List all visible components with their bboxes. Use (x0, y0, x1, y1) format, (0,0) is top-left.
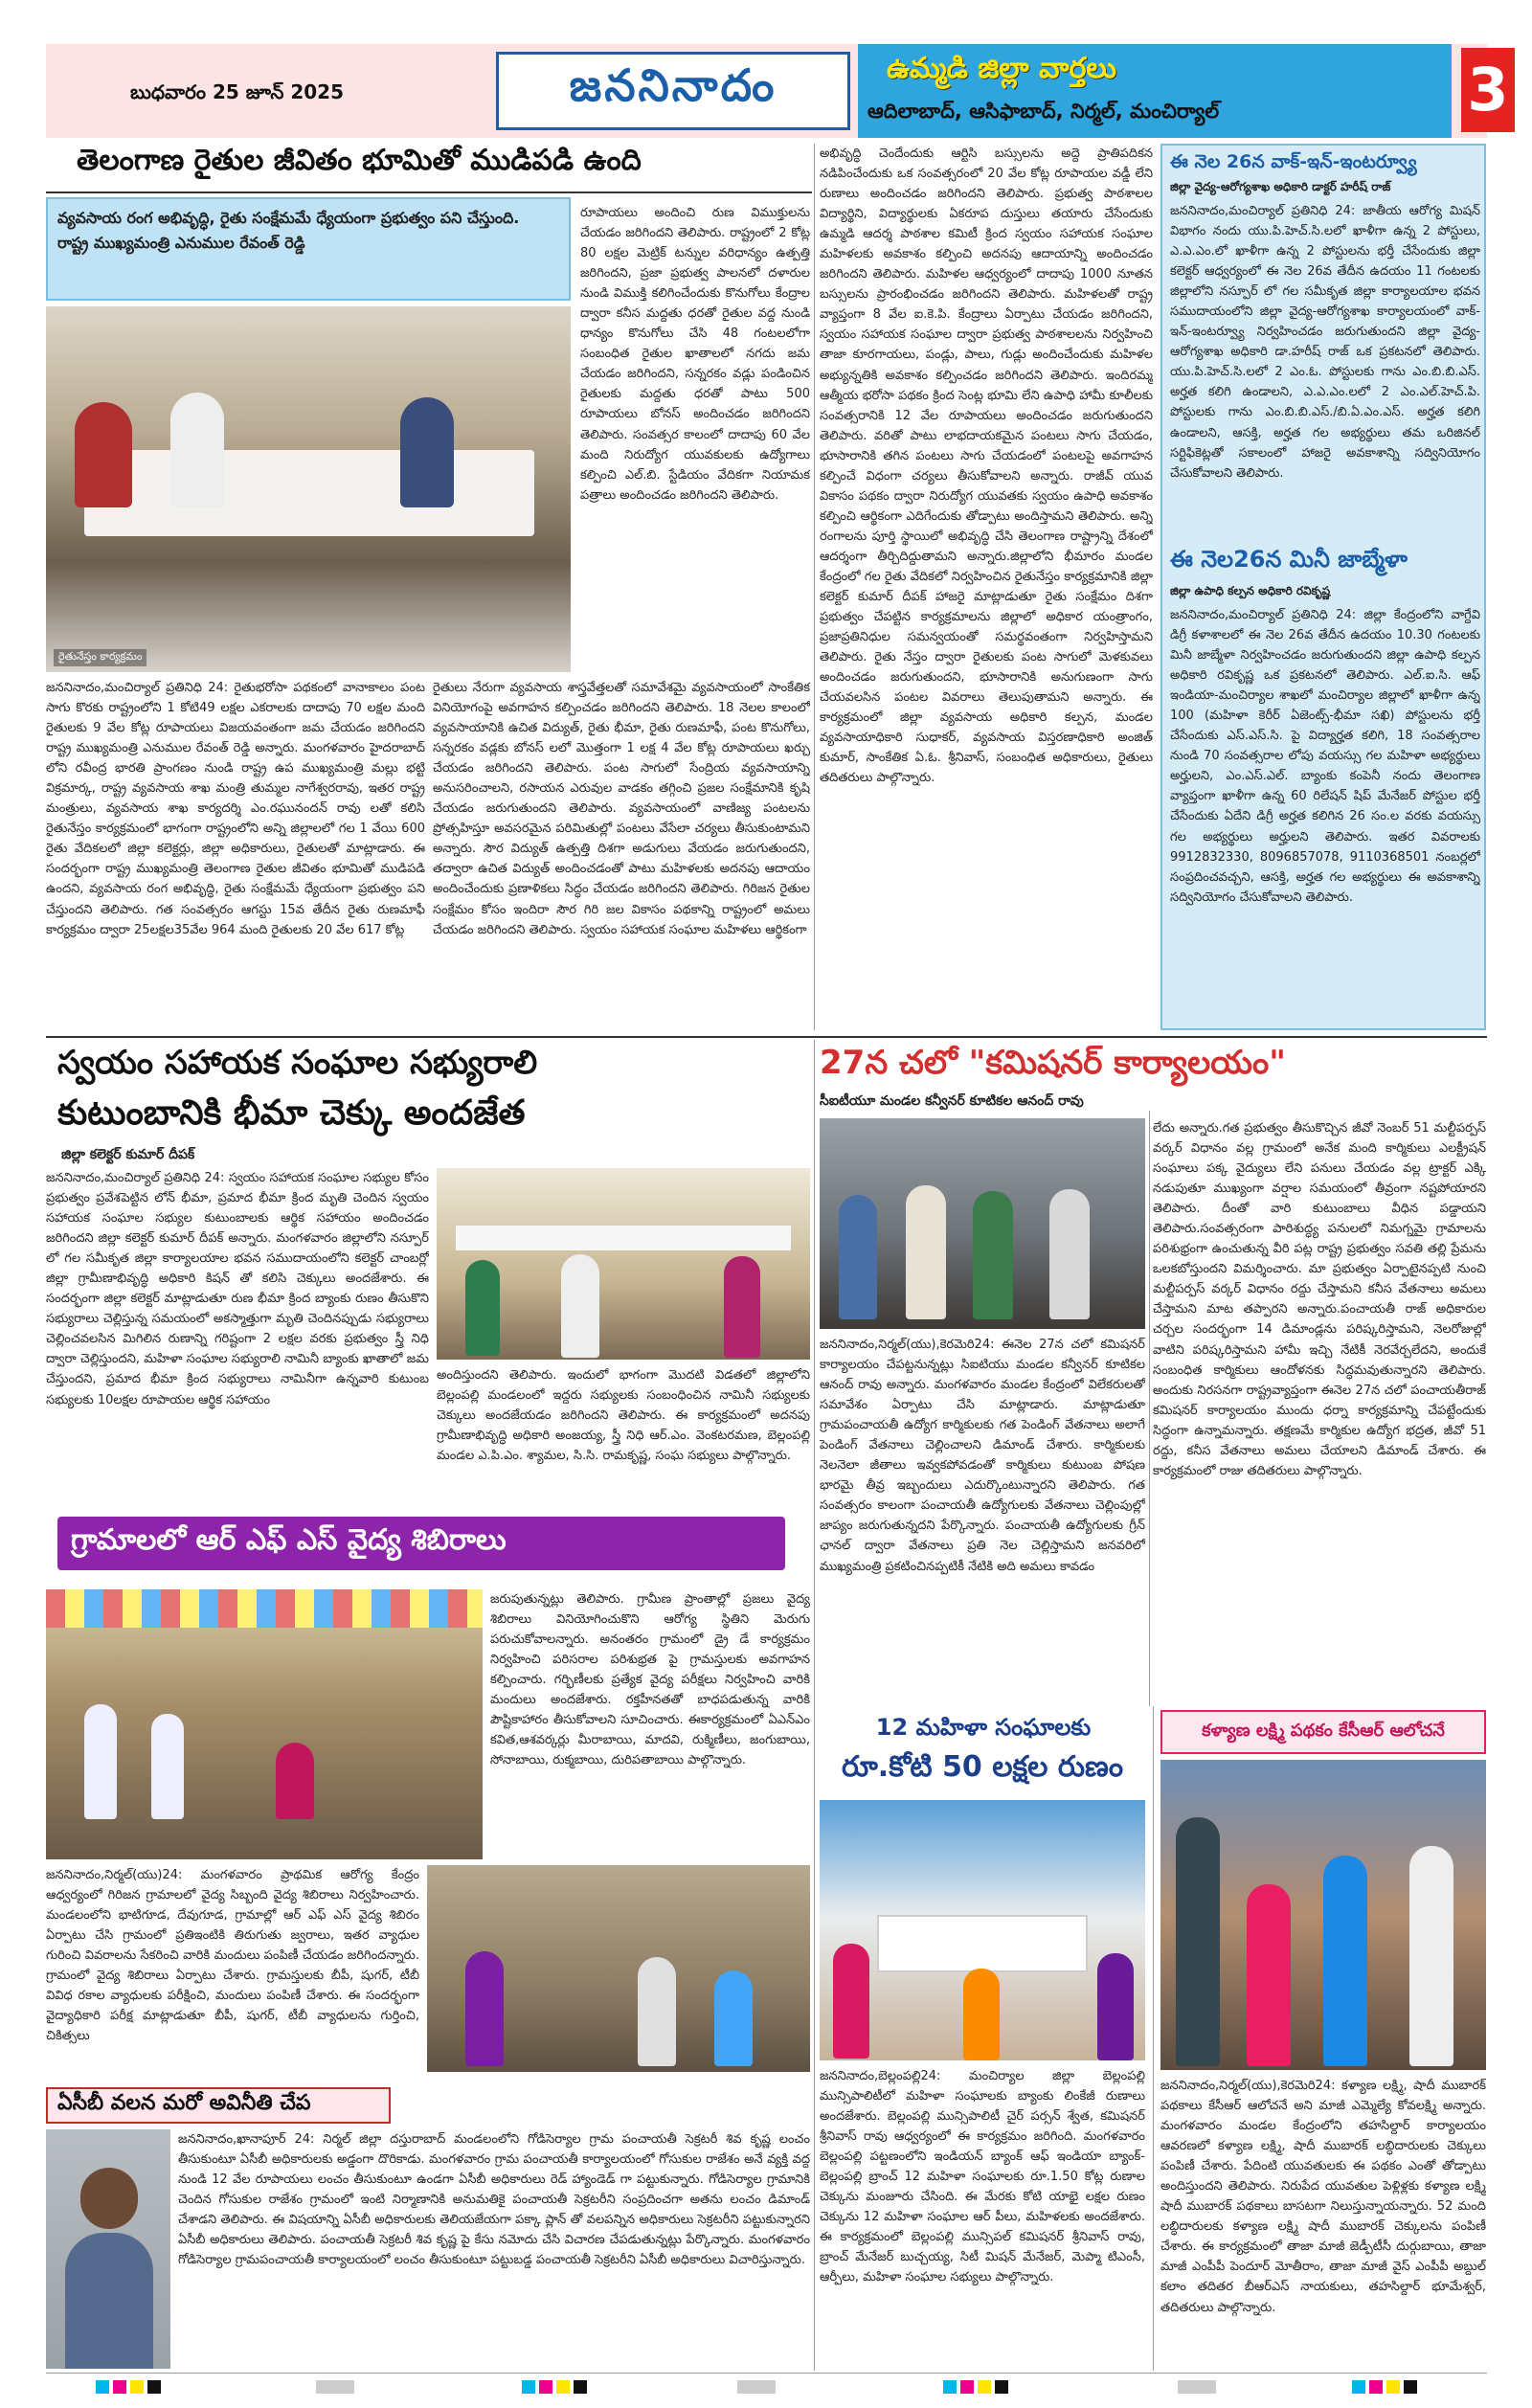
registration-marks-4 (1352, 2380, 1417, 2394)
story1-col-right-of-photo: రూపాయలు అందించి రుణ విముక్తులను చేయడం జరిగిందని తెలిపారు. రాష్ట్రంలో 2 కోట్ల 80 లక్షల మెట్రిక్ టన్నుల వరిధాన్యం ఉత్పత్తి జరిగిందని, ప్రజా ప్రభుత్వ పాలనలో దళారుల నుండి విముక్తి కలిగించేందుకు కొనుగోలు కేంద్రాల ద్వారా కనీస మద్దతు ధరతో రైతుల వద్ద నుండి ధాన్యం కొనుగోలు చేసి 48 గంటలలోగా సంబంధిత రైతుల ఖాతాలలో నగదు జమ చేయడం జరిగిందని, సన్నరకం వడ్లు పండించిన రైతులకు మద్దతు ధరతో పాటు 500 రూపాయలు బోనస్ అందించడం జరిగిందని తెలిపారు. సంవత్సర కాలంలో దాదాపు 60 వేల మంది నిరుద్యోగ యువకులకు ఉద్యోగాలు కల్పించి ఎల్.బి. స్టేడియం వేదికగా నియామక పత్రాలు అందించడం జరిగిందని తెలిపారు. (580, 206, 810, 503)
story2-body-left: జననినాదం,మంచిర్యాల్ ప్రతినిధి 24: స్వయం సహాయక సంఘాల సభ్యుల కోసం ప్రభుత్వం ప్రవేశపెట్టిన లోన్ భీమా, ప్రమాద భీమా క్రింద మృతి చెందిన స్వయం సహాయక సంఘాల సభ్యుల కుటుంబాలకు ఆర్థిక సహాయం అందించడం జరిగిందని జిల్లా కలెక్టర్ కుమార్ దీపక్ అన్నారు. మంగళవారం జిల్లాలోని నస్పూర్ లో గల సమీకృత జిల్లా కార్యాలయాల భవన సముదాయంలోని కలెక్టర్ చాంబర్లో జిల్లా గ్రామీణాభివృద్ధి అధికారి కిషన్ తో కలిసి చెక్కులు అందజేశారు. ఈ సందర్భంగా జిల్లా కలెక్టర్ మాట్లాడుతూ రుణ భీమా క్రింద బ్యాంకు రుణం తీసుకొని సభ్యురాలు చెల్లిస్తున్న సమయంలో అకస్మాత్తుగా మృతి చెందినప్పుడు సభ్యురాలు చెల్లించవలసిన మిగిలిన రుణాన్ని గరిష్టంగా 2 లక్షల వరకు ప్రభుత్వం స్త్రీ నిధి ద్వారా చెల్లిస్తుందని, మహిళా సంఘాల సభ్యురాలి నామినీ బ్యాంకు ఖాతాలో జమ చేస్తుందని, ప్రమాద భీమా క్రింద సభ్యురాలు నామినీగా ఉన్నవారి కుటుంబ సభ్యులకు 10లక్షల రూపాయల ఆర్థిక సహాయం (46, 1171, 429, 1407)
sidebar-box (1160, 144, 1486, 1030)
page-number: 3 (1461, 48, 1515, 132)
story5-photo (46, 2129, 170, 2369)
story4-body-top-right: జరుపుతున్నట్లు తెలిపారు. గ్రామీణ ప్రాంతాల్లో ప్రజలు వైద్య శిబిరాలు వినియోగించుకొని ఆరోగ్య స్థితిని మెరుగు పరుచుకోవాలన్నారు. అనంతరం గ్రామంలో డ్రై డే కార్యక్రమం నిర్వహించి పరిసరాల పరిశుభ్రత పై గ్రామస్తులకు అవగాహన కల్పించారు. గర్భిణీలకు ప్రత్యేక వైద్య పరీక్షలు నిర్వహించి వారికి మందులు అందజేశారు. రక్తహీనతతో బాధపడుతున్న వారికి పౌష్టికాహారం తీసుకోవాలని సూచించారు. ఈకార్యక్రమంలో ఏఎన్ఎం కవిత,ఆశవర్కర్లు మీరాబాయి, మాదవి, రుక్మిణీలు, జంగుబాయి, సోనాబాయి, రుక్మబాయి, దురిపతాబాయి పాల్గొన్నారు. (490, 1592, 810, 1768)
registration-marks-2 (522, 2380, 587, 2394)
districts-line: ఆదిలాబాద్, ఆసిఫాబాద్, నిర్మల్, మంచిర్యాల్ (867, 100, 1220, 123)
story3-body-right: లేదు అన్నారు.గత ప్రభుత్వం తీసుకొచ్చిన జీవో నెంబర్ 51 మల్టీపర్పస్ వర్కర్ విధానం వల్ల గ్రామంలో అనేక మంది కార్మికులు ఎలక్ట్రీషన్ సంఘాలు పక్క వైద్యులు లేని పనులు చేయడం వల్ల ట్రాక్టర్ ఎక్కి నడుపుతూ ముఖ్యంగా వర్షాల సమయంలో తీవ్రంగా నష్టపోయారని తెలిపారు. దీంతో వారి కుటుంబాలు వీధిన పడ్డాయని తెలిపారు.సంవత్సరంగా పారిశుద్ధ్య పనులలో నిమగ్నమై గ్రామాలను పరిశుభ్రంగా ఉంచుతున్న వీరి పట్ల రాష్ట్ర ప్రభుత్వం సవతి తల్లి ప్రేమను ఒలకబోస్తుందని విమర్శించారు. మా ప్రభుత్వం ఏర్పాటైనప్పటి నుంచి మల్టీపర్పస్ వర్కర్ విధానం రద్దు చేస్తామని కనీస వేతనాలు అమలు చేస్తామని మాట తప్పారని అన్నారు.పంచాయతీ రాజ్ అధికారుల చర్చల సందర్భంగా 14 డిమాండ్లను పరిష్కరిస్తామని, నెలరోజుల్లో వాటిని పరిష్కరిస్తామని హామీ ఇచ్చి నేటికీ నెరవేర్చలేదని, అందుకే సంబంధిత కార్మికులు ఆందోళనకు సిద్ధమవుతున్నారని తెలిపారు. అందుకు నిరసనగా రాష్ట్రవ్యాప్తంగా ఈనెల 27న చలో పంచాయతీరాజ్ కమిషనర్ కార్యాలయం ముందు ధర్నా కార్యక్రమాన్ని చేపట్టేందుకు సిద్ధంగా ఉన్నామన్నారు. తక్షణమే కార్మికుల ఉద్యోగ భద్రత, జీవో 51 రద్దు, కనీస వేతనాలు అమలు చేయాలని డిమాండ్ చేశారు. ఈ కార్యక్రమంలో రాజు తదితరులు పాల్గొన్నారు. (1153, 1121, 1486, 1478)
story1-headline: తెలంగాణ రైతుల జీవితం భూమితో ముడిపడి ఉంది (77, 144, 642, 177)
story4-headline: గ్రామాలలో ఆర్ ఎఫ్ ఎస్ వైద్య శిబిరాలు (71, 1523, 507, 1557)
story3-byline: సీఐటీయూ మండల కన్వీనర్ కూటికల ఆనంద్ రావు (820, 1093, 1084, 1109)
story7-headline: కళ్యాణ లక్ష్మి పథకం కేసీఆర్ ఆలోచనే (1202, 1720, 1445, 1741)
story6-body: జననినాదం,బెల్లంపల్లి24: మంచిర్యాల జిల్లా బెల్లంపల్లి మున్సిపాలిటీలో మహిళా సంఘాలకు బ్యాంకు లింకేజీ రుణాలు అందజేశారు. బెల్లంపల్లి మున్సిపాలిటీ చైర్ పర్సన్ శ్వేత, కమిషనర్ శ్రీనివాస్ రావు ఆధ్వర్యంలో ఈ కార్యక్రమం జరిగింది. మంగళవారం బెల్లంపల్లి పట్టణంలోని ఇండియన్ బ్యాంక్ ఆఫ్ ఇండియా బ్యాంక్- బెల్లంపల్లి బ్రాంచ్ 12 మహిళా సంఘాలకు రూ.1.50 కోట్ల రుణాల చెక్కును మంజూరు చేసింది. ఈ మేరకు కోటి యాభై లక్షల రుణం చెక్కును 12 మహిళా సంఘాల ఆర్ పీలు, మహిళలకు అందజేశారు. ఈ కార్యక్రమంలో బెల్లంపల్లి మున్సిపల్ కమిషనర్ శ్రీనివాస్ రావు, బ్రాంచ్ మేనేజర్ బుచ్చయ్య, సిటీ మిషన్ మేనేజర్, మెప్మా టిఎంసీ, ఆర్పీలు, మహిళా సంఘాల సభ్యులు పాల్గొన్నారు. (820, 2069, 1145, 2285)
story6-headline1: 12 మహిళా సంఘాలకు (875, 1714, 1092, 1741)
story1-col-mid-bottom: రైతులు నేరుగా వ్యవసాయ శాస్త్రవేత్తలతో సమావేశమై వ్యవసాయంలో సాంకేతిక వినియోగంపై అవగాహన కల్పించడం జరిగిందని తెలిపారు. 18 నెలల కాలంలో వ్యవసాయానికి ఉచిత విద్యుత్, రైతు భీమా, రైతు రుణమాఫీ, పంట కొనుగోలు, సన్నరకం వడ్లకు బోనస్ లలో మొత్తంగా 1 లక్ష 4 వేల కోట్ల రూపాయలు ఖర్చు చేయడం జరిగిందని తెలిపారు. పంట సాగులో సేంద్రియ వ్యవసాయాన్ని అనుసరించాలని, రసాయన ఎరువుల వాడకం తగ్గించి ప్రజల సంక్షేమానికి కృషి చేయడం జరుగుతుందని తెలిపారు. వ్యవసాయంలో వాణిజ్య పంటలను ప్రోత్సహిస్తూ అవసరమైన పరిమితుల్లో పంటలు వేసేలా చర్యలు తీసుకుంటామని అన్నారు. సౌర విద్యుత్ ఉత్పత్తి దిశగా అడుగులు వేయడం జరుగుతుందని, తద్వారా ఉచిత విద్యుత్ అందించడంతో పాటు మహిళలకు అదనపు ఆదాయం అందించేందుకు ప్రణాళికలు సిద్ధం చేయడం జరిగిందని తెలిపారు. గిరిజన రైతుల సంక్షేమం కోసం ఇందిరా సౌర గిరి జల వికాసం పథకాన్ని రాష్ట్రంలో అమలు చేయడం జరిగిందని తెలిపారు. స్వయం సహాయక సంఘాల మహిళలు ఆర్థికంగా (433, 681, 810, 937)
registration-marks-1 (96, 2380, 161, 2394)
sidebar1-byline: జిల్లా వైద్య-ఆరోగ్యశాఖ అధికారి డాక్టర్ హరీష్ రాజ్ (1170, 180, 1391, 193)
story3-body-left: జననినాదం,నిర్మల్(యు),కెరమెరి24: ఈనెల 27న చలో కమిషనర్ కార్యాలయం చేపట్టనున్నట్లు సిఐటియు మండల కన్వీనర్ కూటికల ఆనంద్ రావు అన్నారు. మంగళవారం మండల కేంద్రంలో విలేకరులతో సమావేశం ఏర్పాటు చేసి మాట్లాడారు. మాట్లాడుతూ గ్రామపంచాయతీ ఉద్యోగ కార్మికులకు గత పెండింగ్ వేతనాలు అలాగే పెండింగ్ వేతనాలు చెల్లించాలని డిమాండ్ చేశారు. కార్మికులకు నెలనెలా జీతాలు ఇవ్వకపోవడంతో కార్మికులు కుటుంబ పోషణ భారమై తీవ్ర ఇబ్బందులు ఎదుర్కొంటున్నారని తెలిపారు. గత సంవత్సరం కాలంగా పంచాయతీ ఉద్యోగులకు వేతనాలు చెల్లింపుల్లో జాప్యం జరుగుతున్నదని పేర్కొన్నారు. పంచాయతీ ఉద్యోగులకు గ్రీన్ ఛానల్ ద్వారా వేతనాలు ప్రతి నెల చెల్లిస్తామని జనవరిలో ముఖ్యమంత్రి ప్రకటించినప్పటికీ నేటికి అది అమలు కావడం (820, 1338, 1145, 1574)
story1-quote: వ్యవసాయ రంగ అభివృద్ధి, రైతు సంక్షేమమే ధ్యేయంగా ప్రభుత్వం పని చేస్తుంది. (57, 209, 520, 227)
story4-headline-banner (57, 1517, 785, 1570)
sidebar2-byline: జిల్లా ఉపాధి కల్పన అధికారి రవికృష్ణ (1170, 584, 1331, 597)
sidebar1-headline: ఈ నెల 26న వాక్-ఇన్-ఇంటర్వ్యూ (1170, 151, 1417, 172)
story7-body: జననినాదం,నిర్మల్(యు),కెరమెరి24: కళ్యాణ లక్ష్మి, షాదీ ముబారక్ పథకాలు కేసీఆర్ ఆలోచనే అని మాజీ ఎమ్మెల్యే కోవలక్ష్మి అన్నారు. మంగళవారం మండల కేంద్రంలోని తహసిల్దార్ కార్యాలయం ఆవరణలో కళ్యాణ లక్ష్మి, షాదీ ముబారక్ లబ్ధిదారులకు చెక్కులు పంపిణీ చేశారు. పేదింటి యువతులకు ఈ పథకం ఎంతో తోడ్పాటు అందిస్తుందని తెలిపారు. నిరుపేద యువతుల పెళ్లిళ్లకు కళ్యాణ లక్ష్మి షాదీ ముబారక్ పథకాలు బాసటగా నిలుస్తున్నాయన్నారు. 52 మంది లబ్ధిదారులకు కళ్యాణ లక్ష్మి షాదీ ముబారక్ చెక్కులను పంపిణీ చేశారు. ఈ కార్యక్రమంలో తాజా మాజీ జెడ్పీటీసీ దుర్గుబాయి, తాజా మాజీ ఎంపీపీ పెందూర్ మోతీరాం, తాజా మాజీ వైస్ ఎంపీపీ అబ్దుల్ కలాం తదితర బీఆర్ఎస్ నాయకులు, తహసిల్దార్ భూమేశ్వర్, తదితరులు పాల్గొన్నారు. (1160, 2079, 1486, 2315)
masthead-date: బుధవారం 25 జూన్ 2025 (130, 80, 344, 103)
story1-quote-attribution: రాష్ట్ర ముఖ్యమంత్రి ఎనుముల రేవంత్ రెడ్డి (57, 234, 305, 252)
masthead (46, 44, 1509, 138)
story1-photo (46, 306, 571, 672)
story1-photo-caption: రైతునేస్తం కార్యక్రమం (54, 649, 146, 666)
paper-name-box (496, 52, 850, 130)
registration-bar-2 (737, 2380, 776, 2394)
story6-photo (820, 1800, 1145, 2060)
story2-headline2: కుటుంబానికి భీమా చెక్కు అందజేత (57, 1093, 526, 1133)
story1-col-left-bottom: జననినాదం,మంచిర్యాల్ ప్రతినిధి 24: రైతుభరోసా పథకంలో వానాకాలం పంట సాగు కొరకు రాష్ట్రంలోని 1 కోటి49 లక్షల ఎకరాలకు దాదాపు 70 లక్షల మంది రైతులకు 9 వేల కోట్ల రూపాయలు విజయవంతంగా జమ చేయడం జరిగిందని రాష్ట్ర ముఖ్యమంత్రి ఎనుముల రేవంత్ రెడ్డి అన్నారు. మంగళవారం హైదరాబాద్ లోని రవీంద్ర భారతి ప్రాంగణం నుండి రాష్ట్ర ఉప ముఖ్యమంత్రి మల్లు భట్టి విక్రమార్క, రాష్ట్ర వ్యవసాయ శాఖ మంత్రి తుమ్మల నాగేశ్వరరావు, ఇతర రాష్ట్ర మంత్రులు, వ్యవసాయ శాఖ కార్యదర్శి ఎం.రఘునందన్ రావు లతో కలిసి రైతునేస్తం కార్యక్రమంలో భాగంగా రాష్ట్రంలోని అన్ని జిల్లాలలో గల 1 వేయి 600 రైతు వేదికలలో జిల్లా కలెక్టర్లు, జిల్లా అధికారులు, రైతులతో మాట్లాడారు. ఈ సందర్భంగా రాష్ట్ర ముఖ్యమంత్రి తెలంగాణ రైతుల జీవితం భూమితో ముడిపడి ఉందని, వ్యవసాయ రంగ అభివృద్ధి, రైతు సంక్షేమమే ధ్యేయంగా ప్రభుత్వం పని చేస్తుందని తెలిపారు. గత సంవత్సరం ఆగస్టు 15వ తేదీన రైతు రుణమాఫీ కార్యక్రమం ద్వారా 25లక్షల35వేల 964 మంది రైతులకు 20 వేల 617 కోట్ల (46, 681, 425, 937)
sidebar2-headline: ఈ నెల26న మినీ జాబ్మేళా (1170, 546, 1408, 573)
story7-headline-banner (1160, 1710, 1486, 1754)
story3-headline: 27న చలో "కమిషనర్ కార్యాలయం" (820, 1044, 1286, 1082)
story4-photo1 (46, 1589, 483, 1859)
story4-photo2 (427, 1865, 810, 2072)
story2-photo (437, 1168, 810, 1360)
story1-quote-box (46, 197, 571, 301)
story1-col-right-top: అభివృద్ధి చెందేందుకు ఆర్టిసి బస్సులను అద్దె ప్రాతిపదికన నడిపించేందుకు ఒక సంవత్సరంలో 20 వేల కోట్ల రూపాయల వడ్డీ లేని రుణాలు అందించడం జరిగిందని తెలిపారు. ప్రభుత్వ పాఠశాలల విద్యార్థిని, విద్యార్థులకు ఏకరూప దుస్తులు తయారు చేసేందుకు ఉమ్మడి ఆదర్శ పాఠశాల కమిటీ క్రింద స్వయం సహాయక సంఘాల మహిళలకు అవకాశం కల్పించి అదనపు ఆదాయాన్ని అందించడం జరిగిందని తెలిపారు. మహిళల ఆధ్వర్యంలో దాదాపు 1000 నూతన బస్సులను ప్రారంభించడం జరిగిందని తెలిపారు. మహిళలతో రాష్ట్ర వ్యాప్తంగా 8 వేల ఐ.కె.పి. కేంద్రాలు ఏర్పాటు చేయడం జరిగిందని, స్వయం సహాయక సంఘాల ద్వారా ప్రభుత్వ పాఠశాలలను నిర్వహించి తాజా కూరగాయలు, పండ్లు, పాలు, గుడ్లు అందించేందుకు మహిళల అభ్యున్నతికి అవకాశం కల్పించడం జరిగిందని తెలిపారు. ఇందిరమ్మ ఆత్మీయ భరోసా పథకం క్రింద సెంట్ల భూమి లేని ఉపాధి హామీ కూలీలకు సంవత్సరానికి 12 వేల రూపాయలు అందించడం జరుగుతుందని తెలిపారు. వరితో పాటు లాభదాయకమైన పంటలు సాగు చేయడం, భూసారానికి తగిన పంటలు సాగు చేయడంలో పంటలపై అవగాహన కల్పించే విధంగా చర్యలు తీసుకోవాలని అన్నారు. రాజీవ్ యువ వికాసం పథకం ద్వారా నిరుద్యోగ యువతకు స్వయం ఉపాధి అవకాశం కల్పించి ఆర్థికంగా ఎదిగేందుకు తోడ్పాటు అందిస్తామని తెలిపారు. అన్ని రంగాలను పూర్తి స్థాయిలో అభివృద్ధి చేసి తెలంగాణ రాష్ట్రాన్ని దేశంలో ఆదర్శంగా తీర్చిదిద్దుతామని అన్నారు.జిల్లాలోని భీమారం మండల కేంద్రంలో గల రైతు వేదికలో నిర్వహించిన రైతునేస్తం కార్యక్రమానికి జిల్లా కలెక్టర్ కుమార్ దీపక్ హాజరై మాట్లాడుతూ రైతు సంక్షేమం దిశగా ప్రభుత్వం చేపట్టిన కార్యక్రమాలను జిల్లాలో అధికార యంత్రాంగం, ప్రజాప్రతినిధుల సమన్వయంతో సమర్థవంతంగా నిర్వహిస్తామని తెలిపారు. రైతు నేస్తం ద్వారా రైతులకు పంట సాగులో మెళకువలు అందించడం జరుగుతుందని, భూసారానికి అనుగుణంగా సాగు చేయవలసిన పంటల వివరాలు తెలుపుతామని అన్నారు. ఈ కార్యక్రమంలో జిల్లా వ్యవసాయ అధికారి కల్పన, మండల వ్యవసాయాధికారి సుధాకర్, వ్యవసాయ విస్తరణాధికారి అంజిత్ కుమార్, సాంకేతిక ఏ.ఓ. శ్రీనివాస్, సంబంధిత అధికారులు, రైతులు తదితరులు పాల్గొన్నారు. (820, 146, 1153, 786)
registration-bar-1 (316, 2380, 354, 2394)
story5-body: జననినాదం,ఖానాపూర్ 24: నిర్మల్ జిల్లా దస్తురాబాద్ మండలంలోని గోడిసెర్యాల గ్రామ పంచాయతీ సెక్రటరీ శివ కృష్ణ లంచం తీసుకుంటూ ఏసీబీ అధికారులకు అడ్డంగా దొరికాడు. మంగళవారం గ్రామ పంచాయతీ కార్యాలయంలో గోసుకుల రాజేశం అనే వ్యక్తి వద్ద నుండి 12 వేల రూపాయలు లంచం తీసుకుంటూ ఉండగా ఏసీబీ అధికారులు రెడ్ హ్యాండెడ్ గా పట్టుకున్నారు. గోడిసెర్యాల గ్రామానికి చెందిన గోసుకుల రాజేశం గ్రామంలో ఇంటి నిర్మాణానికి అనుమతికై పంచాయతీ సెక్రటరీని సంప్రదించగా అతను లంచం డిమాండ్ చేశాడని తెలిపారు. ఈ విషయాన్ని ఏసీబీ అధికారులకు తెలియజేయగా పక్కా ప్లాన్ తో వలపన్నిన అధికారులు సెక్రటరీని పట్టుకున్నారని ఏసీబీ అధికారులు తెలిపారు. పంచాయతీ సెక్రటరీ శివ కృష్ణ పై కేసు నమోదు చేసి విచారణ చేపడుతున్నట్లు పేర్కొన్నారు. మంగళవారం గోడిసెర్యాల గ్రామపంచాయతీ కార్యాలయంలో లంచం తీసుకుంటూ పట్టుబడ్డ పంచాయతీ సెక్రటరీని ఏసీబీ అధికారులు విచారిస్తున్నారు. (178, 2132, 810, 2268)
story4-body-bottom-left: జననినాదం,నిర్మల్(యు)24: మంగళవారం ప్రాథమిక ఆరోగ్య కేంద్రం ఆధ్వర్యంలో గిరిజన గ్రామాలలో వైద్య సిబ్బంది వైద్య శిబిరాలు నిర్వహించారు. మండలంలోని భాటిగూడ, దేవుగూడ, గ్రామాల్లో ఆర్ ఎఫ్ ఎస్ వైద్య శిబిరం ఏర్పాటు చేసి గ్రామంలో ప్రతిఇంటికి తిరుగుతు జ్వరాలు, ఇతర వ్యాధుల గురించి వివరాలను సేకరించి వారికి మందులు పంపిణీ చేయడం జరిగిందన్నారు. గ్రామంలో వైద్య శిబిరాలు ఏర్పాటు చేశారు. గ్రామస్తులకు బీపీ, షుగర్, టీబీ వివిధ రకాల వ్యాధులకు పరీక్షించి, మందులు పంపిణీ చేశారు. ఈ సందర్భంగా వైద్యాధికారి పరీక్ష మాట్లాడుతూ బీపీ, షుగర్, టీబీ వ్యాధులను గుర్తించి, చికిత్సలు (46, 1868, 419, 2044)
story3-photo (820, 1118, 1145, 1329)
registration-bar-3 (1178, 2380, 1216, 2394)
story2-headline1: స్వయం సహాయక సంఘాల సభ్యురాలి (57, 1044, 538, 1082)
registration-marks-3 (943, 2380, 1008, 2394)
paper-name: జననినాదం (569, 59, 777, 111)
story2-byline: జిల్లా కలెక్టర్ కుమార్ దీపక్ (61, 1147, 195, 1162)
section-title: ఉమ్మడి జిల్లా వార్తలు (887, 52, 1117, 85)
story7-photo (1160, 1760, 1486, 2070)
story2-body-right: అందిస్తుందని తెలిపారు. ఇందులో భాగంగా మొదటి విడతలో జిల్లాలోని బెల్లంపల్లి మండలంలో ఇద్దరు సభ్యులకు సంబంధించిన నామినీ సభ్యులకు చెక్కులు అందజేయడం జరిగిందని తెలిపారు. ఈ కార్యక్రమంలో అదనపు గ్రామీణాభివృద్ధి అధికారి అంజయ్య, స్త్రీ నిధి ఆర్.ఎం. వెంకటరమణ, బెల్లంపల్లి మండల ఎ.పి.ఎం. శ్యామల, సి.సి. రామకృష్ణ, సంఘ సభ్యులు పాల్గొన్నారు. (437, 1368, 810, 1464)
section-banner (858, 44, 1452, 138)
story6-headline2: రూ.కోటి 50 లక్షల రుణం (841, 1750, 1124, 1784)
sidebar2-body: జననినాదం,మంచిర్యాల్ ప్రతినిధి 24: జిల్లా కేంద్రంలోని వాగ్దేవి డిగ్రీ కళాశాలలో ఈ నెల 26వ తేదీన ఉదయం 10.30 గంటలకు మినీ జాబ్మేళా నిర్వహించడం జరుగుతుందని జిల్లా ఉపాధి కల్పన అధికారి రవికృష్ణ ఒక ప్రకటనలో తెలిపారు. ఎల్.ఐ.సి. ఆఫ్ ఇండియా-మంచిర్యాల శాఖలో మంచిర్యాల జిల్లాలో ఖాళీగా ఉన్న 100 (మహిళా కెరీర్ ఏజెంట్స్-భీమా సఖి) పోస్టులను భర్తీ చేసేందుకు ఎస్.ఎస్.సి. పై విద్యార్హత కలిగి, 18 సంవత్సరాల నుండి 70 సంవత్సరాల లోపు వయస్సు గల మహిళా అభ్యర్థులు అర్హులని, ఎం.ఎస్.ఎల్. బ్యాంకు కంపెనీ నందు తెలంగాణ వ్యాప్తంగా ఖాళీగా ఉన్న 60 రిలేషన్ షిప్ మేనేజర్ పోస్టుల భర్తీ చేసేందుకు ఏదేని డిగ్రీ అర్హత కలిగిన 26 సం.ల వరకు వయస్సు గల అభ్యర్థులు అర్హులని తెలిపారు. ఇతర వివరాలకు 9912832330, 8096857078, 9110368501 నంబర్లలో సంప్రదించవచ్చని, ఆసక్తి, అర్హత గల అభ్యర్థులు ఈ అవకాశాన్ని సద్వినియోగం చేసుకోవాలని తెలిపారు. (1170, 608, 1480, 905)
sidebar1-body: జననినాదం,మంచిర్యాల్ ప్రతినిధి 24: జాతీయ ఆరోగ్య మిషన్ విభాగం నందు యు.పి.హెచ్.సి.లలో ఖాళీగా ఉన్న 2 పోస్టులు, ఎ.ఎ.ఎం.లో ఖాళీగా ఉన్న 2 పోస్టులను భర్తీ చేసేందుకు జిల్లా కలెక్టర్ ఆధ్వర్యంలో ఈ నెల 26వ తేదీన ఉదయం 11 గంటలకు జిల్లాలోని నస్పూర్ లో గల సమీకృత జిల్లా కార్యాలయాల భవన సముదాయంలోని జిల్లా వైద్య-ఆరోగ్యశాఖ కార్యాలయంలో వాక్-ఇన్-ఇంటర్వ్యూ నిర్వహించడం జరుగుతుందని జిల్లా వైద్య-ఆరోగ్యశాఖ అధికారి డా.హరీష్ రాజ్ ఒక ప్రకటనలో తెలిపారు. యు.పి.హెచ్.సి.లలో 2 ఎం.ఓ. పోస్టులకు గాను ఎం.బి.బి.ఎస్. అర్హత కలిగి ఉండాలని, ఎ.ఎ.ఎం.లలో 2 ఎం.ఎల్.హెచ్.పి. పోస్టులకు గాను ఎం.బి.బి.ఎస్./బి.ఏ.ఎం.ఎస్. అర్హత కలిగి ఉండాలని, ఆసక్తి, అర్హత గల అభ్యర్థులు తమ ఒరిజినల్ సర్టిఫికెట్లతో సకాలంలో హాజరై అవకాశాన్ని సద్వినియోగం చేసుకోవాలని తెలిపారు. (1170, 204, 1480, 481)
story5-headline-banner (46, 2087, 391, 2124)
story5-headline: ఏసీబీ వలన మరో అవినీతి చేప (57, 2091, 311, 2115)
